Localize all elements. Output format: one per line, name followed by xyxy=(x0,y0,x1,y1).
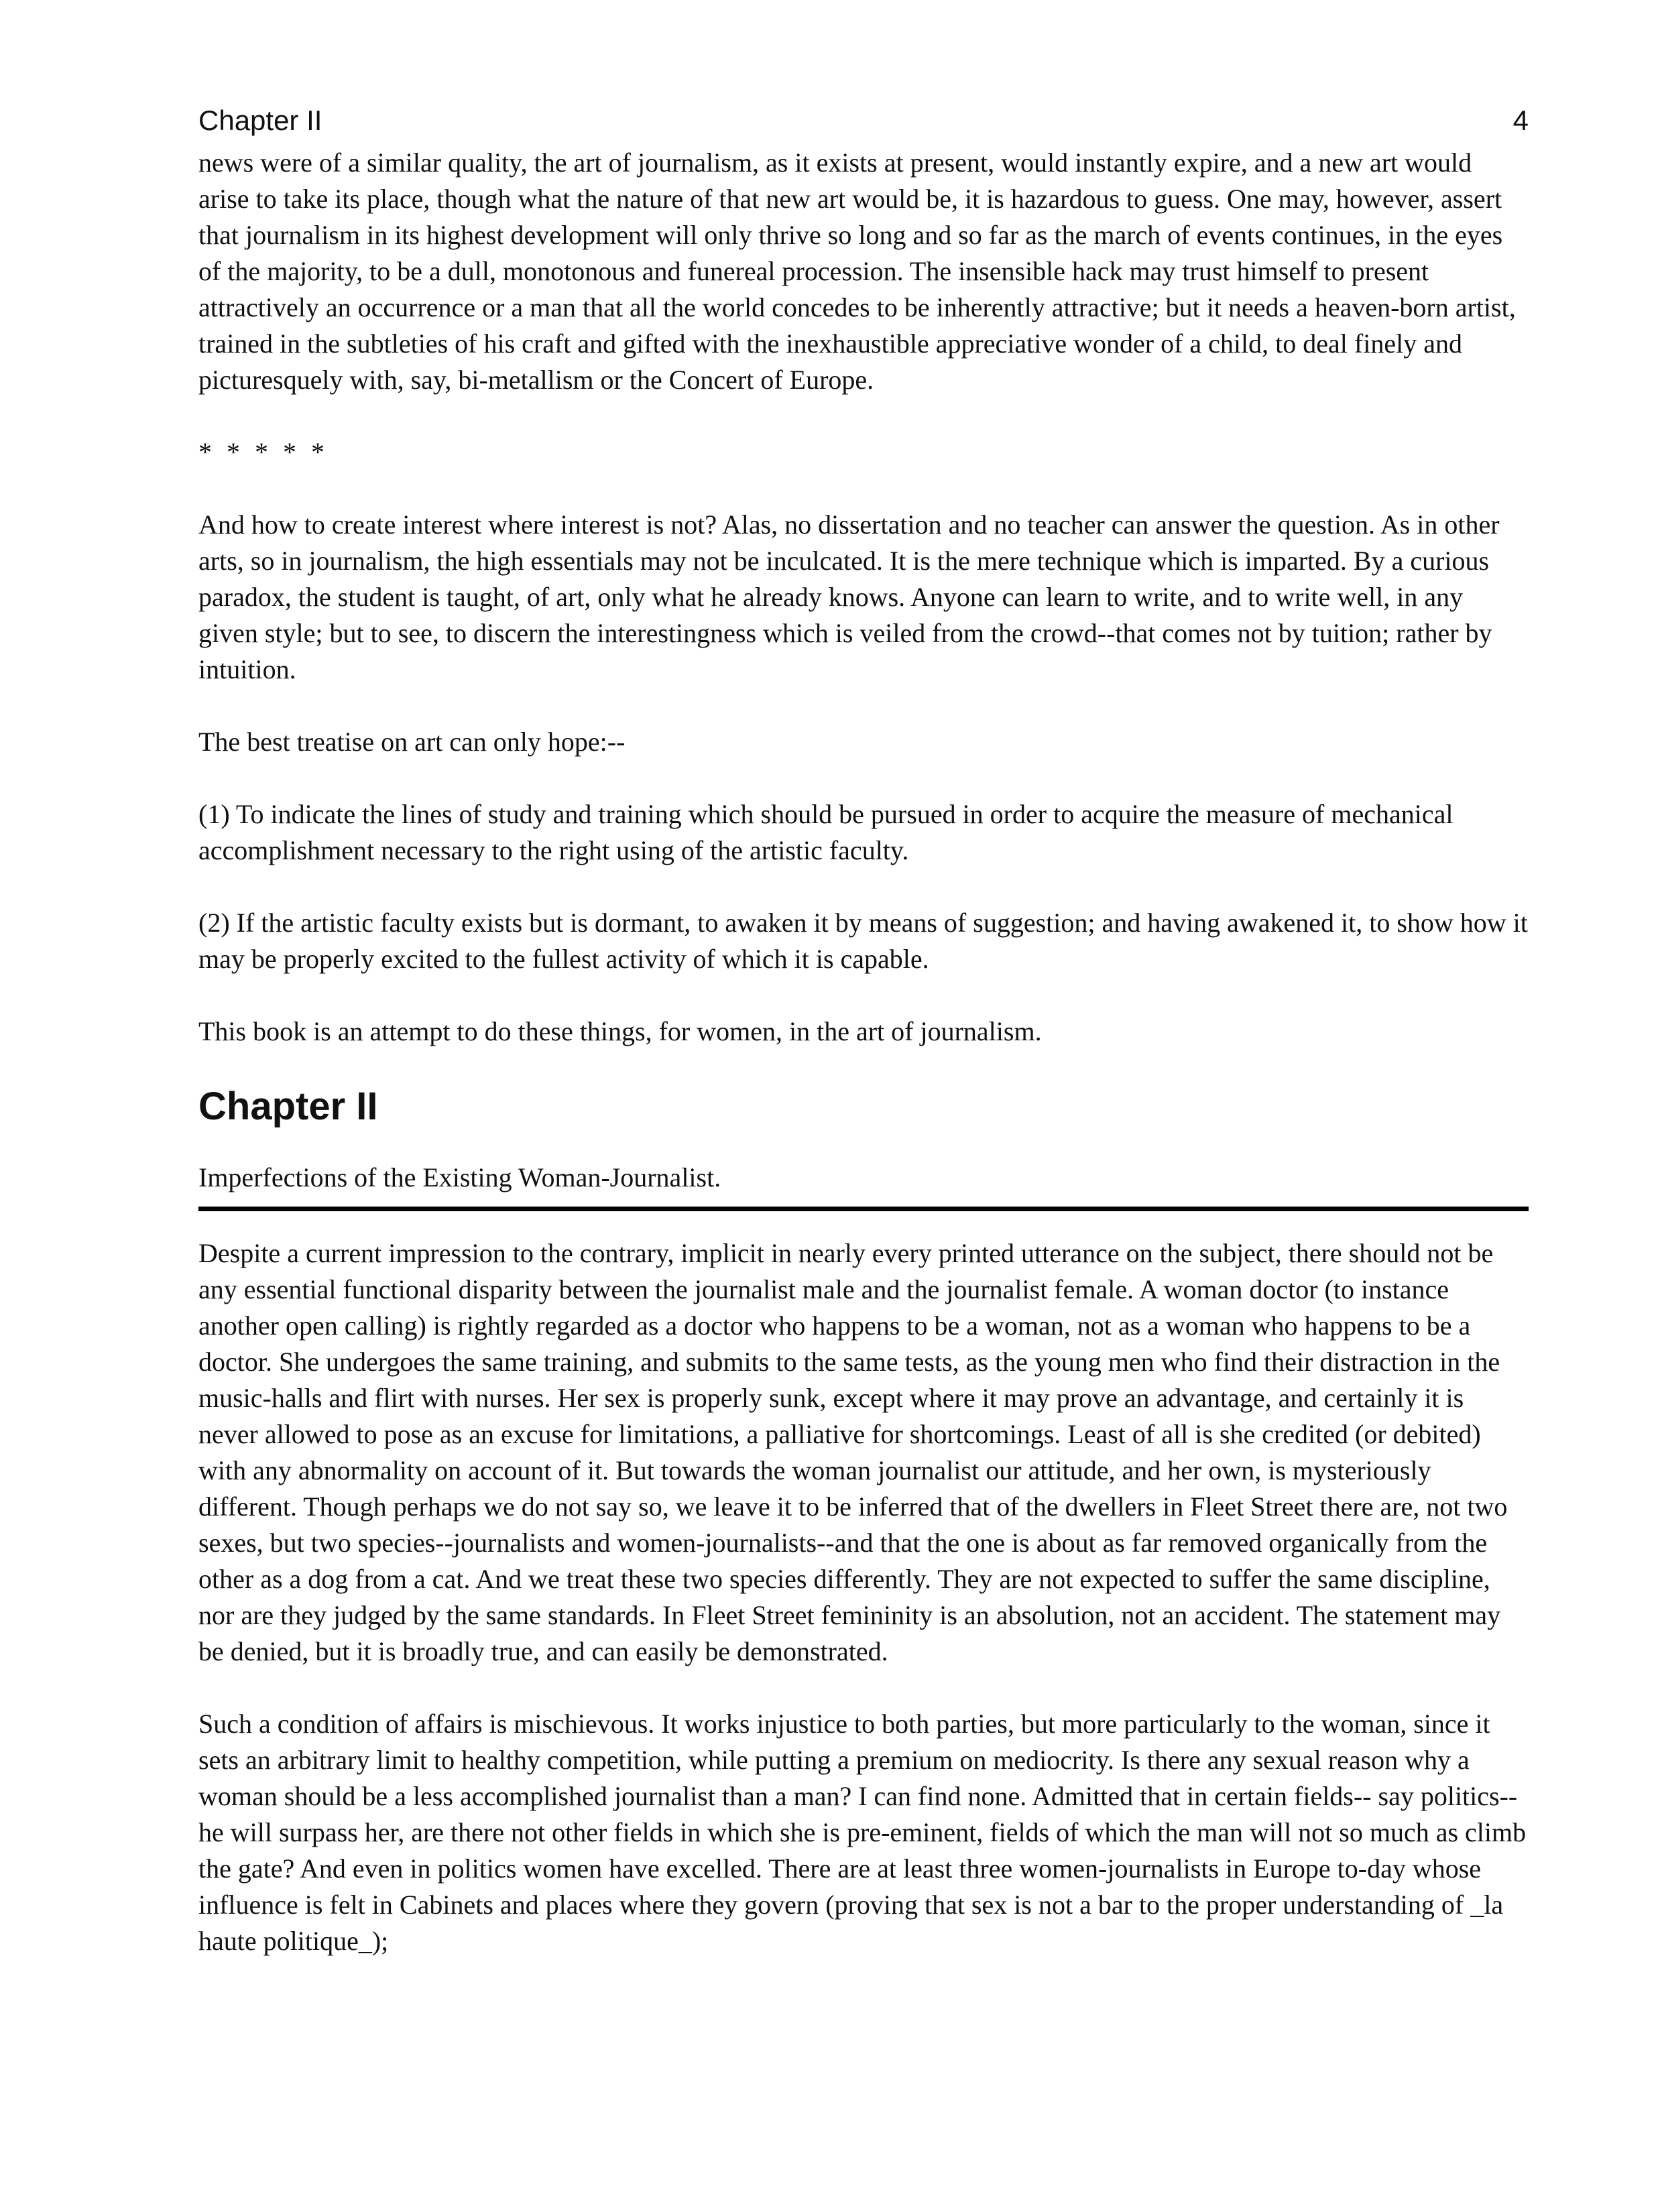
body-paragraph: This book is an attempt to do these things, for women, in the art of journalism. xyxy=(198,1016,1042,1046)
running-head-title: Chapter II xyxy=(198,105,322,136)
body-paragraph: The best treatise on art can only hope:-- xyxy=(198,727,626,757)
body-paragraph: And how to create interest where interest is not? Alas, no dissertation and no teacher can answer the question. As in other arts, so in journalism, the high essentials may not be inculcated. It is the mere technique which is imparted. By a curious paradox, the student is taught, of art, only what he already knows. Anyone can learn to write, and to write well, in any given style; but to see, to discern the interestingness which is veiled from the crowd--that comes not by tuition; rather by intuition. xyxy=(198,509,1500,684)
chapter-paragraph: Such a condition of affairs is mischievous. It works injustice to both parties, but more particularly to the woman, since it sets an arbitrary limit to healthy competition, while putting a premium on mediocrity. Is there any sexual reason why a woman should be a less accomplished journalist than a man? I can find none. Admitted that in certain fields-- say politics--he will surpass her, are there not other fields in which she is pre-eminent, fields of which the man will not so much as climb the gate? And even in politics women have excelled. There are at least three women-journalists in Europe to-day whose influence is felt in Cabinets and places where they govern (proving that sex is not a bar to the proper understanding of _la haute politique_); xyxy=(198,1709,1527,1956)
section-separator: * * * * * xyxy=(198,437,329,467)
intro-paragraph: news were of a similar quality, the art of journalism, as it exists at present, would instantly expire, and a new art would arise to take its place, though what the nature of that new art would be, it is hazardous to guess. One may, however, assert that journalism in its highest development will only thrive so long and so far as the march of events continues, in the eyes of the majority, to be a dull, monotonous and funereal procession. The insensible hack may trust himself to present attractively an occurrence or a man that all the world concedes to be inherently attractive; but it needs a heaven-born artist, trained in the subtleties of his craft and gifted with the inexhaustible appreciative wonder of a child, to deal finely and picturesquely with, say, bi-metallism or the Concert of Europe. xyxy=(198,147,1516,395)
running-head xyxy=(198,101,1529,141)
document-page xyxy=(198,101,1529,1959)
chapter-heading: Chapter II xyxy=(198,1085,378,1128)
page-number: 4 xyxy=(1512,105,1529,136)
list-item-paragraph: (2) If the artistic faculty exists but is dormant, to awaken it by means of suggestion; and having awakened it, to show how it may be properly excited to the fullest activity of which it is capable. xyxy=(198,908,1528,974)
horizontal-rule xyxy=(198,1207,1529,1211)
list-item-paragraph: (1) To indicate the lines of study and training which should be pursued in order to acquire the measure of mechanical accomplishment necessary to the right using of the artistic faculty. xyxy=(198,799,1453,865)
chapter-paragraph: Despite a current impression to the contrary, implicit in nearly every printed utterance on the subject, there should not be any essential functional disparity between the journalist male and the journalist female. A woman doctor (to instance another open calling) is rightly regarded as a doctor who happens to be a woman, not as a woman who happens to be a doctor. She undergoes the same training, and submits to the same tests, as the young men who find their distraction in the music-halls and flirt with nurses. Her sex is properly sunk, except where it may prove an advantage, and certainly it is never allowed to pose as an excuse for limitations, a palliative for shortcomings. Least of all is she credited (or debited) with any abnormality on account of it. But towards the woman journalist our attitude, and her own, is mysteriously different. Though perhaps we do not say so, we leave it to be inferred that of the dwellers in Fleet Street there are, not two sexes, but two species--journalists and women-journalists--and that the one is about as far removed organically from the other as a dog from a cat. And we treat these two species differently. They are not expected to suffer the same discipline, nor are they judged by the same standards. In Fleet Street femininity is an absolution, not an accident. The statement may be denied, but it is broadly true, and can easily be demonstrated. xyxy=(198,1238,1508,1666)
chapter-subtitle: Imperfections of the Existing Woman-Journalist. xyxy=(198,1162,721,1192)
